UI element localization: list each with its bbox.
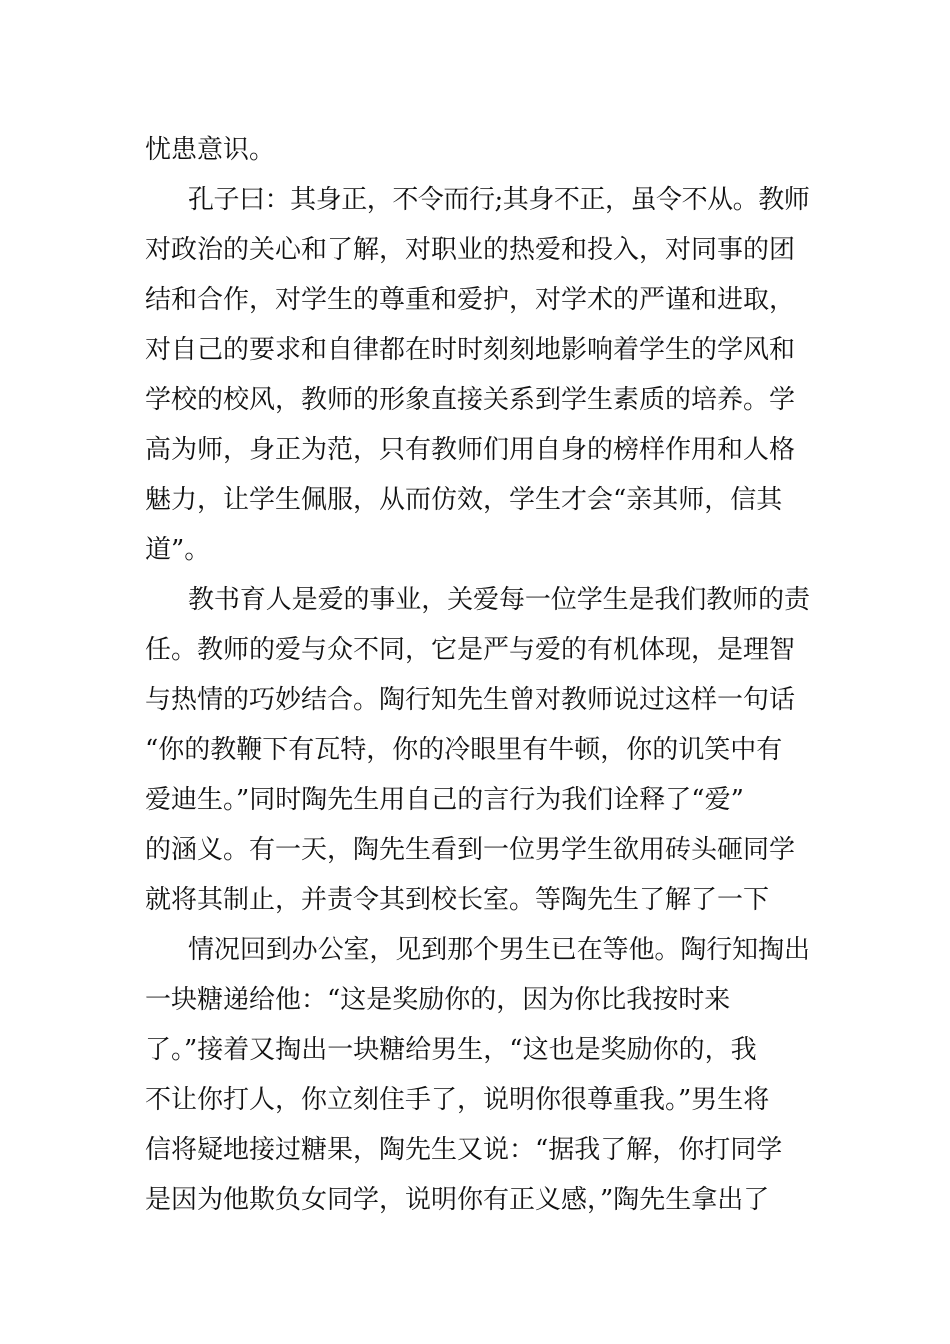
text-line: 一块糖递给他：“这是奖励你的，因为你比我按时来 (145, 985, 731, 1015)
text-line: 魅力，让学生佩服，从而仿效，学生才会“亲其师，信其 (145, 485, 783, 515)
text-line: 学校的校风，教师的形象直接关系到学生素质的培养。学 (145, 385, 796, 415)
text-line: 结和合作，对学生的尊重和爱护，对学术的严谨和进取， (145, 285, 796, 315)
text-line: 忧患意识。 (145, 135, 276, 165)
text-line: 是因为他欺负女同学，说明你有正义感，”陶先生拿出了 (145, 1185, 770, 1215)
text-line: 教书育人是爱的事业，关爱每一位学生是我们教师的责 (188, 585, 810, 615)
text-line: 就将其制止，并责令其到校长室。等陶先生了解了一下 (145, 885, 770, 915)
text-line: 高为师，身正为范，只有教师们用自身的榜样作用和人格 (145, 435, 796, 465)
text-line: 与热情的巧妙结合。陶行知先生曾对教师说过这样一句话 (145, 685, 796, 715)
text-line: 孔子曰：其身正，不令而行;其身不正，虽令不从。教师 (188, 185, 810, 215)
text-line: 对自己的要求和自律都在时时刻刻地影响着学生的学风和 (145, 335, 796, 365)
text-line: 情况回到办公室，见到那个男生已在等他。陶行知掏出 (188, 935, 810, 965)
text-line: 任。教师的爱与众不同，它是严与爱的有机体现，是理智 (145, 635, 796, 665)
text-line: 的涵义。有一天，陶先生看到一位男学生欲用砖头砸同学 (145, 835, 796, 865)
text-line: “你的教鞭下有瓦特，你的冷眼里有牛顿，你的讥笑中有 (145, 735, 783, 765)
text-line: 爱迪生。”同时陶先生用自己的言行为我们诠释了“爱” (145, 785, 744, 815)
text-line: 了。”接着又掏出一块糖给男生，“这也是奖励你的，我 (145, 1035, 757, 1065)
text-line: 道”。 (145, 535, 211, 565)
text-line: 信将疑地接过糖果，陶先生又说：“据我了解，你打同学 (145, 1135, 783, 1165)
text-line: 不让你打人，你立刻住手了，说明你很尊重我。”男生将 (145, 1085, 770, 1115)
text-line: 对政治的关心和了解，对职业的热爱和投入，对同事的团 (145, 235, 796, 265)
